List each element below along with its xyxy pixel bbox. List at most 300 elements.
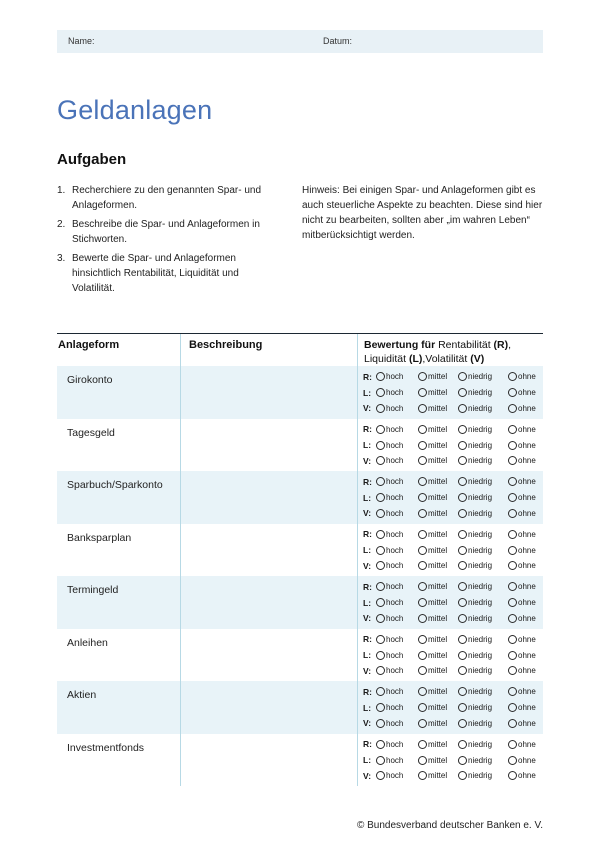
radio-option[interactable] xyxy=(458,372,508,381)
radio-option-label: hoch xyxy=(386,771,404,781)
radio-option[interactable] xyxy=(418,456,458,465)
radio-option-label: hoch xyxy=(386,388,404,398)
radio-button-icon[interactable] xyxy=(418,493,427,502)
radio-option[interactable] xyxy=(458,493,508,502)
radio-option[interactable] xyxy=(376,441,418,450)
radio-option[interactable] xyxy=(376,477,418,486)
radio-button-icon[interactable] xyxy=(458,509,467,518)
radio-option[interactable] xyxy=(508,561,544,570)
radio-button-icon[interactable] xyxy=(376,614,385,623)
radio-button-icon[interactable] xyxy=(376,530,385,539)
table-row xyxy=(57,366,543,419)
rating-cell xyxy=(357,576,543,629)
radio-button-icon[interactable] xyxy=(508,687,517,696)
radio-button-icon[interactable] xyxy=(458,493,467,502)
radio-button-icon[interactable] xyxy=(458,651,467,660)
radio-button-icon[interactable] xyxy=(376,740,385,749)
table-row xyxy=(57,629,543,682)
radio-option[interactable] xyxy=(418,582,458,591)
radio-button-icon[interactable] xyxy=(376,372,385,381)
radio-button-icon[interactable] xyxy=(508,404,517,413)
radio-option-label: ohne xyxy=(518,372,536,382)
hinweis-text: Hinweis: Bei einigen Spar- und Anlageformen gibt es auch steuerliche Aspekte zu beachten. Diese sind hier nicht zu bearbeiten, sollten aber „im wahren Leben“ mitberücksichtigt werden. xyxy=(302,185,543,241)
beschreibung-cell[interactable] xyxy=(180,419,357,472)
radio-option-label: mittel xyxy=(428,582,448,592)
radio-option[interactable] xyxy=(418,530,458,539)
rating-line xyxy=(358,768,543,784)
radio-button-icon[interactable] xyxy=(458,530,467,539)
radio-button-icon[interactable] xyxy=(458,703,467,712)
radio-button-icon[interactable] xyxy=(418,372,427,381)
radio-option-label: mittel xyxy=(428,388,448,398)
radio-button-icon[interactable] xyxy=(418,582,427,591)
radio-button-icon[interactable] xyxy=(418,651,427,660)
radio-button-icon[interactable] xyxy=(508,598,517,607)
radio-option-label: niedrig xyxy=(468,440,493,450)
rating-letter: L: xyxy=(363,545,372,556)
radio-button-icon[interactable] xyxy=(458,719,467,728)
radio-option[interactable] xyxy=(458,598,508,607)
task-item xyxy=(57,217,282,247)
rating-letter: L: xyxy=(363,650,372,661)
tasks-heading: Aufgaben xyxy=(57,151,127,168)
radio-option[interactable] xyxy=(508,509,544,518)
radio-button-icon[interactable] xyxy=(458,771,467,780)
radio-option[interactable] xyxy=(508,614,544,623)
radio-option[interactable] xyxy=(418,666,458,675)
radio-option[interactable] xyxy=(418,493,458,502)
rating-line xyxy=(358,579,543,595)
table-body xyxy=(57,366,543,786)
radio-button-icon[interactable] xyxy=(418,530,427,539)
radio-button-icon[interactable] xyxy=(508,651,517,660)
radio-option[interactable] xyxy=(508,493,544,502)
intro-columns xyxy=(57,183,543,300)
radio-button-icon[interactable] xyxy=(376,719,385,728)
radio-button-icon[interactable] xyxy=(508,614,517,623)
radio-option[interactable] xyxy=(376,509,418,518)
radio-option-label: ohne xyxy=(518,613,536,623)
radio-option-label: mittel xyxy=(428,666,448,676)
radio-option-label: hoch xyxy=(386,650,404,660)
radio-option[interactable] xyxy=(376,404,418,413)
radio-option[interactable] xyxy=(458,388,508,397)
radio-option-label: ohne xyxy=(518,755,536,765)
radio-option-label: ohne xyxy=(518,424,536,434)
rating-letter: R: xyxy=(363,581,372,592)
radio-button-icon[interactable] xyxy=(418,404,427,413)
rating-line xyxy=(358,700,543,716)
rating-letter: L: xyxy=(363,755,372,766)
rating-line xyxy=(358,684,543,700)
radio-button-icon[interactable] xyxy=(458,477,467,486)
radio-option-label: niedrig xyxy=(468,388,493,398)
radio-button-icon[interactable] xyxy=(376,687,385,696)
radio-button-icon[interactable] xyxy=(418,441,427,450)
radio-option[interactable] xyxy=(458,582,508,591)
rating-letter: R: xyxy=(363,371,372,382)
radio-button-icon[interactable] xyxy=(508,719,517,728)
radio-button-icon[interactable] xyxy=(376,441,385,450)
table-row xyxy=(57,576,543,629)
radio-option[interactable] xyxy=(376,388,418,397)
radio-option-label: mittel xyxy=(428,508,448,518)
radio-button-icon[interactable] xyxy=(458,404,467,413)
radio-option[interactable] xyxy=(376,493,418,502)
radio-button-icon[interactable] xyxy=(508,425,517,434)
radio-option-label: hoch xyxy=(386,561,404,571)
radio-option[interactable] xyxy=(508,530,544,539)
rating-line xyxy=(358,453,543,469)
radio-option[interactable] xyxy=(376,561,418,570)
radio-button-icon[interactable] xyxy=(458,372,467,381)
radio-option[interactable] xyxy=(508,666,544,675)
radio-option[interactable] xyxy=(376,635,418,644)
radio-option-label: niedrig xyxy=(468,634,493,644)
radio-button-icon[interactable] xyxy=(458,456,467,465)
radio-option[interactable] xyxy=(458,719,508,728)
radio-option[interactable] xyxy=(508,635,544,644)
radio-option[interactable] xyxy=(376,546,418,555)
radio-button-icon[interactable] xyxy=(418,388,427,397)
radio-button-icon[interactable] xyxy=(508,635,517,644)
radio-button-icon[interactable] xyxy=(376,582,385,591)
radio-option-label: hoch xyxy=(386,477,404,487)
radio-option[interactable] xyxy=(418,703,458,712)
radio-option[interactable] xyxy=(458,477,508,486)
radio-button-icon[interactable] xyxy=(458,635,467,644)
radio-option[interactable] xyxy=(508,687,544,696)
radio-option-label: hoch xyxy=(386,424,404,434)
radio-option-label: mittel xyxy=(428,755,448,765)
rating-letter: V: xyxy=(363,560,372,571)
radio-option[interactable] xyxy=(418,425,458,434)
beschreibung-cell[interactable] xyxy=(180,576,357,629)
radio-option[interactable] xyxy=(508,703,544,712)
radio-button-icon[interactable] xyxy=(508,756,517,765)
task-item xyxy=(57,251,282,296)
radio-option-label: ohne xyxy=(518,440,536,450)
radio-button-icon[interactable] xyxy=(418,771,427,780)
rating-letter: R: xyxy=(363,686,372,697)
radio-option[interactable] xyxy=(376,530,418,539)
radio-option[interactable] xyxy=(376,425,418,434)
table-row xyxy=(57,419,543,472)
radio-option-label: hoch xyxy=(386,372,404,382)
radio-option[interactable] xyxy=(376,582,418,591)
radio-option[interactable] xyxy=(458,703,508,712)
radio-button-icon[interactable] xyxy=(376,404,385,413)
rating-line xyxy=(358,595,543,611)
radio-option[interactable] xyxy=(418,614,458,623)
radio-option-label: mittel xyxy=(428,739,448,749)
beschreibung-cell[interactable] xyxy=(180,524,357,577)
rating-letter: L: xyxy=(363,440,372,451)
radio-option[interactable] xyxy=(418,687,458,696)
radio-option[interactable] xyxy=(418,635,458,644)
rating-letter: V: xyxy=(363,665,372,676)
radio-button-icon[interactable] xyxy=(458,614,467,623)
radio-option-label: hoch xyxy=(386,508,404,518)
radio-button-icon[interactable] xyxy=(376,509,385,518)
radio-option[interactable] xyxy=(376,703,418,712)
radio-button-icon[interactable] xyxy=(418,703,427,712)
radio-option[interactable] xyxy=(458,530,508,539)
radio-option[interactable] xyxy=(508,388,544,397)
rating-line xyxy=(358,505,543,521)
radio-option-label: mittel xyxy=(428,703,448,713)
rating-line xyxy=(358,369,543,385)
radio-option[interactable] xyxy=(376,614,418,623)
radio-option[interactable] xyxy=(418,740,458,749)
radio-option[interactable] xyxy=(458,740,508,749)
radio-option-label: niedrig xyxy=(468,456,493,466)
radio-option[interactable] xyxy=(458,561,508,570)
radio-button-icon[interactable] xyxy=(458,756,467,765)
radio-option[interactable] xyxy=(418,509,458,518)
beschreibung-cell[interactable] xyxy=(180,629,357,682)
radio-option[interactable] xyxy=(376,740,418,749)
radio-option-label: ohne xyxy=(518,477,536,487)
radio-option[interactable] xyxy=(458,614,508,623)
radio-button-icon[interactable] xyxy=(458,425,467,434)
radio-option[interactable] xyxy=(418,771,458,780)
radio-option[interactable] xyxy=(458,651,508,660)
radio-option[interactable] xyxy=(508,372,544,381)
rating-line xyxy=(358,647,543,663)
radio-option[interactable] xyxy=(458,687,508,696)
rating-letter: V: xyxy=(363,718,372,729)
radio-option[interactable] xyxy=(508,582,544,591)
radio-option-label: ohne xyxy=(518,650,536,660)
radio-button-icon[interactable] xyxy=(418,598,427,607)
radio-option[interactable] xyxy=(458,425,508,434)
radio-option[interactable] xyxy=(508,740,544,749)
radio-option-label: ohne xyxy=(518,456,536,466)
radio-button-icon[interactable] xyxy=(376,703,385,712)
radio-option[interactable] xyxy=(458,509,508,518)
radio-option[interactable] xyxy=(418,561,458,570)
radio-button-icon[interactable] xyxy=(376,651,385,660)
radio-button-icon[interactable] xyxy=(376,635,385,644)
radio-button-icon[interactable] xyxy=(508,493,517,502)
tasks-list xyxy=(57,183,282,296)
radio-button-icon[interactable] xyxy=(376,425,385,434)
radio-option-label: niedrig xyxy=(468,561,493,571)
radio-button-icon[interactable] xyxy=(508,703,517,712)
radio-option[interactable] xyxy=(508,441,544,450)
radio-button-icon[interactable] xyxy=(458,598,467,607)
radio-option[interactable] xyxy=(508,404,544,413)
radio-option[interactable] xyxy=(508,425,544,434)
radio-button-icon[interactable] xyxy=(418,477,427,486)
radio-button-icon[interactable] xyxy=(458,388,467,397)
rating-letter: L: xyxy=(363,597,372,608)
radio-button-icon[interactable] xyxy=(458,546,467,555)
radio-button-icon[interactable] xyxy=(508,561,517,570)
radio-button-icon[interactable] xyxy=(376,546,385,555)
radio-button-icon[interactable] xyxy=(418,666,427,675)
radio-button-icon[interactable] xyxy=(508,740,517,749)
radio-option[interactable] xyxy=(508,719,544,728)
table-row xyxy=(57,681,543,734)
radio-button-icon[interactable] xyxy=(508,582,517,591)
radio-button-icon[interactable] xyxy=(458,687,467,696)
radio-button-icon[interactable] xyxy=(376,666,385,675)
rating-line xyxy=(358,385,543,401)
rating-cell xyxy=(357,629,543,682)
beschreibung-cell[interactable] xyxy=(180,681,357,734)
radio-button-icon[interactable] xyxy=(508,372,517,381)
radio-option-label: niedrig xyxy=(468,372,493,382)
rating-letter: L: xyxy=(363,387,372,398)
radio-button-icon[interactable] xyxy=(508,509,517,518)
beschreibung-cell[interactable] xyxy=(180,366,357,419)
radio-button-icon[interactable] xyxy=(376,477,385,486)
radio-option-label: niedrig xyxy=(468,545,493,555)
radio-option[interactable] xyxy=(508,771,544,780)
radio-option[interactable] xyxy=(376,719,418,728)
radio-button-icon[interactable] xyxy=(418,740,427,749)
radio-button-icon[interactable] xyxy=(508,771,517,780)
beschreibung-cell[interactable] xyxy=(180,471,357,524)
radio-option-label: niedrig xyxy=(468,493,493,503)
radio-button-icon[interactable] xyxy=(376,388,385,397)
radio-option[interactable] xyxy=(418,441,458,450)
radio-button-icon[interactable] xyxy=(376,771,385,780)
radio-option[interactable] xyxy=(418,719,458,728)
rating-letter: V: xyxy=(363,403,372,414)
radio-button-icon[interactable] xyxy=(376,493,385,502)
radio-option[interactable] xyxy=(458,635,508,644)
radio-option[interactable] xyxy=(418,756,458,765)
rating-letter: V: xyxy=(363,508,372,519)
radio-option[interactable] xyxy=(418,598,458,607)
radio-option[interactable] xyxy=(418,651,458,660)
radio-option-label: hoch xyxy=(386,582,404,592)
radio-option[interactable] xyxy=(458,666,508,675)
radio-button-icon[interactable] xyxy=(458,582,467,591)
radio-button-icon[interactable] xyxy=(376,756,385,765)
radio-option[interactable] xyxy=(458,404,508,413)
radio-button-icon[interactable] xyxy=(458,441,467,450)
radio-button-icon[interactable] xyxy=(376,561,385,570)
name-label: Name: xyxy=(68,36,95,46)
radio-button-icon[interactable] xyxy=(418,425,427,434)
radio-option[interactable] xyxy=(376,771,418,780)
radio-button-icon[interactable] xyxy=(418,509,427,518)
radio-option[interactable] xyxy=(508,546,544,555)
anlageform-cell: Anleihen xyxy=(67,636,108,649)
col-header-bewertung-segment: Rentabilität xyxy=(438,339,494,351)
radio-button-icon[interactable] xyxy=(458,561,467,570)
radio-option[interactable] xyxy=(458,456,508,465)
radio-option-label: niedrig xyxy=(468,771,493,781)
radio-option[interactable] xyxy=(376,456,418,465)
radio-button-icon[interactable] xyxy=(376,456,385,465)
radio-button-icon[interactable] xyxy=(508,441,517,450)
radio-option[interactable] xyxy=(508,456,544,465)
radio-option-label: mittel xyxy=(428,771,448,781)
radio-option[interactable] xyxy=(458,441,508,450)
radio-option[interactable] xyxy=(418,546,458,555)
rating-line xyxy=(358,663,543,679)
radio-button-icon[interactable] xyxy=(418,456,427,465)
page-title: Geldanlagen xyxy=(57,95,213,125)
radio-option-label: hoch xyxy=(386,545,404,555)
radio-option-label: hoch xyxy=(386,718,404,728)
radio-button-icon[interactable] xyxy=(418,635,427,644)
radio-option[interactable] xyxy=(418,388,458,397)
radio-option-label: mittel xyxy=(428,493,448,503)
radio-option-label: niedrig xyxy=(468,739,493,749)
radio-button-icon[interactable] xyxy=(508,477,517,486)
radio-button-icon[interactable] xyxy=(418,561,427,570)
radio-option-label: niedrig xyxy=(468,613,493,623)
rating-line xyxy=(358,715,543,731)
radio-button-icon[interactable] xyxy=(376,598,385,607)
radio-option[interactable] xyxy=(458,771,508,780)
radio-button-icon[interactable] xyxy=(418,614,427,623)
radio-option-label: ohne xyxy=(518,582,536,592)
radio-option[interactable] xyxy=(458,756,508,765)
anlageform-cell: Girokonto xyxy=(67,374,113,386)
rating-cell xyxy=(357,419,543,472)
radio-option[interactable] xyxy=(376,687,418,696)
radio-option-label: mittel xyxy=(428,424,448,434)
radio-option[interactable] xyxy=(418,372,458,381)
radio-button-icon[interactable] xyxy=(418,756,427,765)
radio-option[interactable] xyxy=(508,477,544,486)
radio-option[interactable] xyxy=(376,756,418,765)
radio-button-icon[interactable] xyxy=(458,740,467,749)
radio-option[interactable] xyxy=(508,756,544,765)
radio-option[interactable] xyxy=(508,598,544,607)
radio-button-icon[interactable] xyxy=(458,666,467,675)
radio-option-label: niedrig xyxy=(468,650,493,660)
radio-option[interactable] xyxy=(458,546,508,555)
radio-button-icon[interactable] xyxy=(418,687,427,696)
col-header-bewertung-segment: , Liquidität xyxy=(364,339,512,365)
radio-option[interactable] xyxy=(418,404,458,413)
radio-option-label: ohne xyxy=(518,598,536,608)
radio-button-icon[interactable] xyxy=(508,456,517,465)
radio-button-icon[interactable] xyxy=(508,546,517,555)
radio-button-icon[interactable] xyxy=(508,530,517,539)
radio-option[interactable] xyxy=(376,372,418,381)
radio-button-icon[interactable] xyxy=(418,719,427,728)
radio-option[interactable] xyxy=(376,598,418,607)
radio-option-label: mittel xyxy=(428,598,448,608)
radio-button-icon[interactable] xyxy=(508,388,517,397)
radio-button-icon[interactable] xyxy=(508,666,517,675)
task-number: 3. xyxy=(57,253,66,264)
beschreibung-cell[interactable] xyxy=(180,734,357,787)
radio-option-label: niedrig xyxy=(468,477,493,487)
radio-button-icon[interactable] xyxy=(418,546,427,555)
radio-option-label: ohne xyxy=(518,508,536,518)
radio-option-label: mittel xyxy=(428,403,448,413)
radio-option[interactable] xyxy=(418,477,458,486)
radio-option[interactable] xyxy=(508,651,544,660)
radio-option[interactable] xyxy=(376,651,418,660)
rating-cell xyxy=(357,524,543,577)
datum-label: Datum: xyxy=(323,36,353,46)
radio-option-label: niedrig xyxy=(468,755,493,765)
radio-option[interactable] xyxy=(376,666,418,675)
radio-option-label: hoch xyxy=(386,666,404,676)
rating-line xyxy=(358,474,543,490)
